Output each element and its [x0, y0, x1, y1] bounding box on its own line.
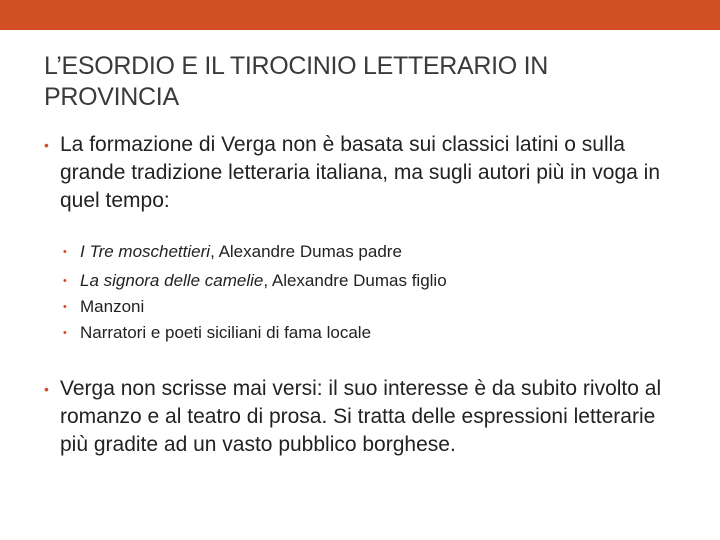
- sub-bullet-item: [63, 295, 663, 319]
- bullet-text: Verga non scrisse mai versi: il suo interesse è da subito rivolto al romanzo e al teatro di prosa. Si tratta delle espressioni letterarie più gradite ad un vasto pubblico borghese.: [60, 377, 662, 456]
- sub-bullet-italic: La signora delle camelie: [80, 271, 264, 290]
- bullet-dot-icon: •: [63, 275, 67, 287]
- slide-title: L’ESORDIO E IL TIROCINIO LETTERARIO IN PROVINCIA: [44, 52, 548, 111]
- sub-bullet-text: Manzoni: [80, 297, 145, 316]
- bullet-item-formation: [44, 131, 684, 215]
- sub-bullet-item: [63, 240, 663, 264]
- bullet-dot-icon: •: [63, 327, 67, 339]
- header-accent-bar: [0, 0, 720, 30]
- bullet-dot-icon: •: [44, 381, 49, 397]
- bullet-text: La formazione di Verga non è basata sui classici latini o sulla grande tradizione letteraria italiana, ma sugli autori più in voga in quel tempo:: [60, 133, 661, 212]
- bullet-dot-icon: •: [63, 301, 67, 313]
- sub-bullet-text: Narratori e poeti siciliani di fama locale: [80, 323, 372, 342]
- sub-bullet-item: [63, 321, 663, 345]
- bullet-item-verga-prose: [44, 375, 684, 459]
- bullet-dot-icon: •: [63, 246, 67, 258]
- sub-bullet-text: , Alexandre Dumas padre: [210, 242, 402, 261]
- bullet-dot-icon: •: [44, 137, 49, 153]
- sub-bullet-item: [63, 269, 663, 293]
- sub-bullet-italic: I Tre moschettieri: [80, 242, 211, 261]
- sub-bullet-text: , Alexandre Dumas figlio: [263, 271, 447, 290]
